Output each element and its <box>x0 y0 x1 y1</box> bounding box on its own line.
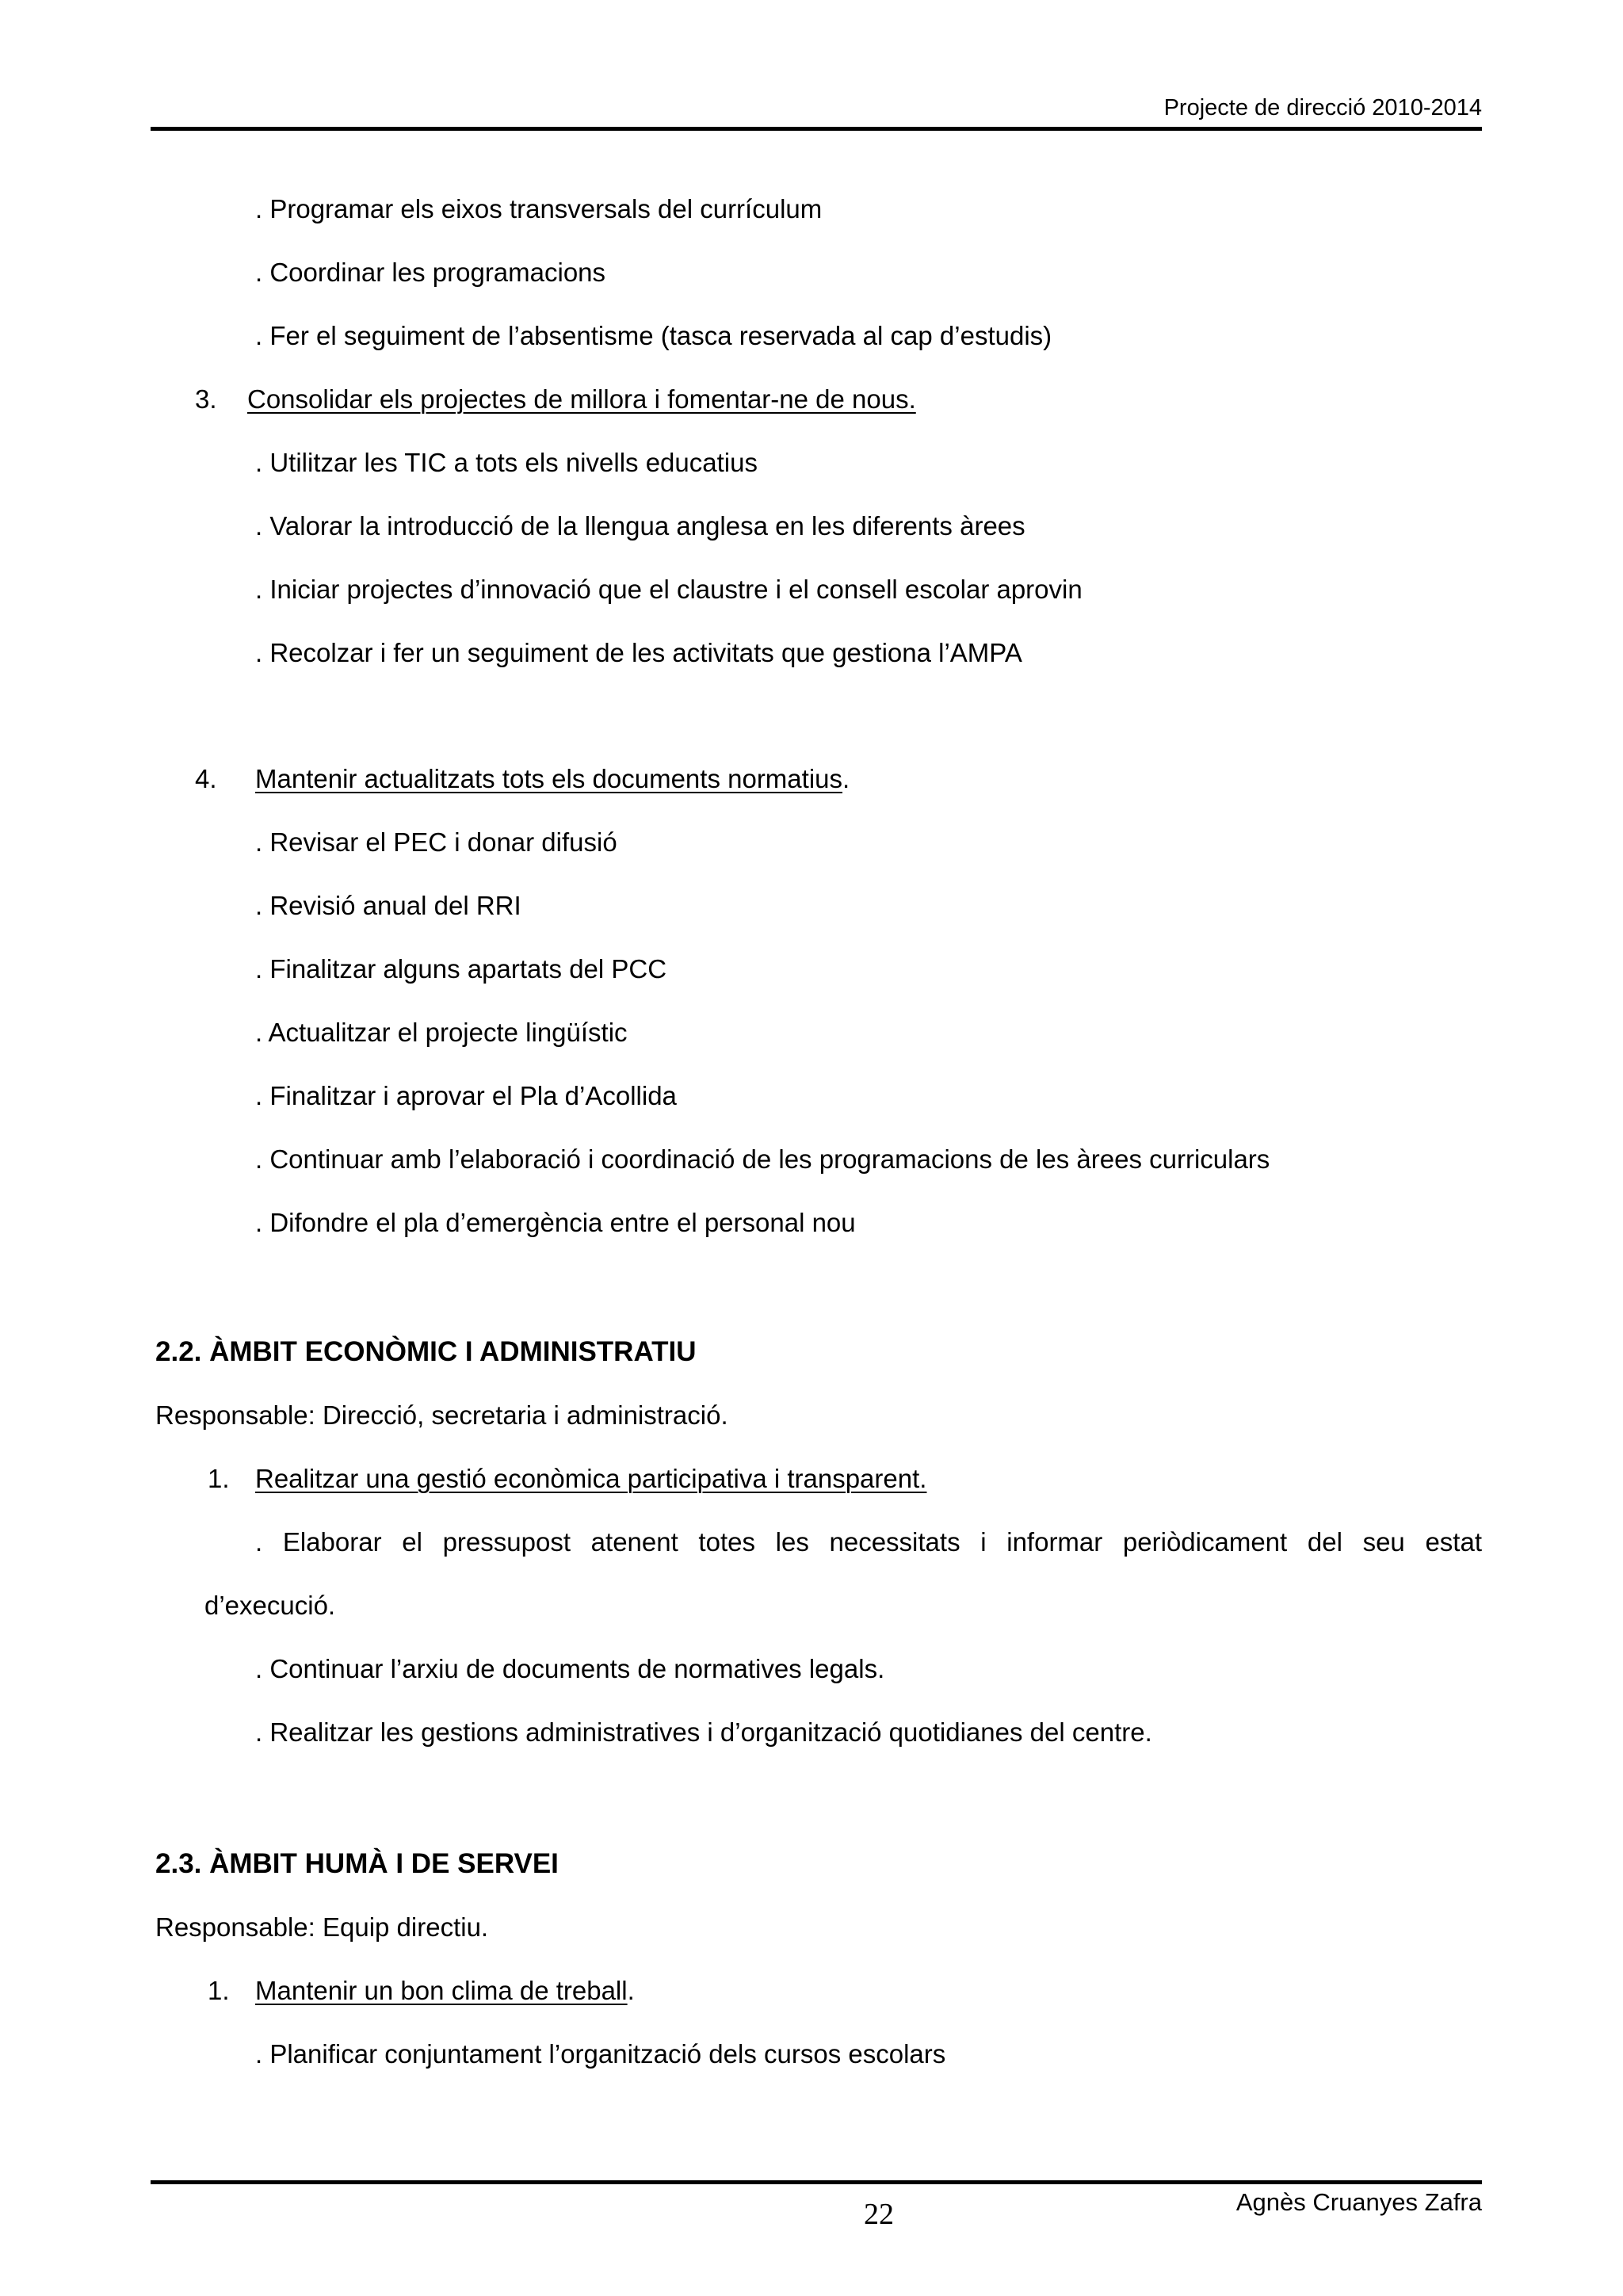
bullet-item: . Actualitzar el projecte lingüístic <box>255 1018 628 1047</box>
document-header-title: Projecte de direcció 2010-2014 <box>1163 95 1482 120</box>
bullet-item: . Finalitzar alguns apartats del PCC <box>255 954 667 984</box>
bullet-item: . Continuar l’arxiu de documents de normatives legals. <box>255 1654 885 1683</box>
list-number: 4. <box>195 764 217 793</box>
bullet-item: . Coordinar les programacions <box>255 258 606 287</box>
bullet-item: . Finalitzar i aprovar el Pla d’Acollida <box>255 1081 677 1110</box>
objective-trailing-period: . <box>842 764 850 793</box>
responsible-line: Responsable: Equip directiu. <box>155 1912 489 1942</box>
objective-title: Realitzar una gestió econòmica participativa i transparent. <box>255 1464 927 1493</box>
bullet-item: . Difondre el pla d’emergència entre el personal nou <box>255 1208 856 1237</box>
bullet-item: . Programar els eixos transversals del currículum <box>255 194 823 223</box>
objective-title: Consolidar els projectes de millora i fomentar-ne de nous. <box>247 384 916 414</box>
objective-title: Mantenir un bon clima de treball <box>255 1976 628 2005</box>
bullet-item: . Utilitzar les TIC a tots els nivells educatius <box>255 448 758 477</box>
bullet-item: . Valorar la introducció de la llengua anglesa en les diferents àrees <box>255 511 1025 541</box>
bullet-item: . Continuar amb l’elaboració i coordinació de les programacions de les àrees curriculars <box>255 1144 1270 1174</box>
bullet-item: . Iniciar projectes d’innovació que el claustre i el consell escolar aprovin <box>255 575 1083 604</box>
section-heading: 2.3. ÀMBIT HUMÀ I DE SERVEI <box>155 1848 559 1879</box>
page-number: 22 <box>864 2198 894 2231</box>
bullet-item: . Recolzar i fer un seguiment de les activitats que gestiona l’AMPA <box>255 638 1022 667</box>
responsible-line: Responsable: Direcció, secretaria i administració. <box>155 1400 728 1430</box>
bullet-item: . Revisar el PEC i donar difusió <box>255 827 617 857</box>
section-heading: 2.2. ÀMBIT ECONÒMIC I ADMINISTRATIU <box>155 1336 697 1367</box>
list-number: 1. <box>208 1464 230 1493</box>
header-rule <box>151 127 1482 131</box>
list-number: 1. <box>208 1976 230 2005</box>
paragraph-line: d’execució. <box>204 1591 336 1620</box>
bullet-item: . Fer el seguiment de l’absentisme (tasca reservada al cap d’estudis) <box>255 321 1052 350</box>
objective-line <box>255 763 850 795</box>
paragraph-line: . Elaborar el pressupost atenent totes les necessitats i informar periòdicament del seu estat <box>255 1527 1482 1557</box>
bullet-item: . Realitzar les gestions administratives i d’organització quotidianes del centre. <box>255 1717 1152 1747</box>
footer-author: Agnès Cruanyes Zafra <box>1235 2188 1482 2216</box>
bullet-item: . Planificar conjuntament l’organització dels cursos escolars <box>255 2039 946 2069</box>
objective-title: Mantenir actualitzats tots els documents normatius <box>255 764 843 793</box>
list-number: 3. <box>195 384 217 414</box>
footer-rule <box>151 2180 1482 2184</box>
objective-trailing-period: . <box>627 1976 635 2005</box>
objective-line <box>255 1975 635 2007</box>
bullet-item: . Revisió anual del RRI <box>255 891 521 920</box>
